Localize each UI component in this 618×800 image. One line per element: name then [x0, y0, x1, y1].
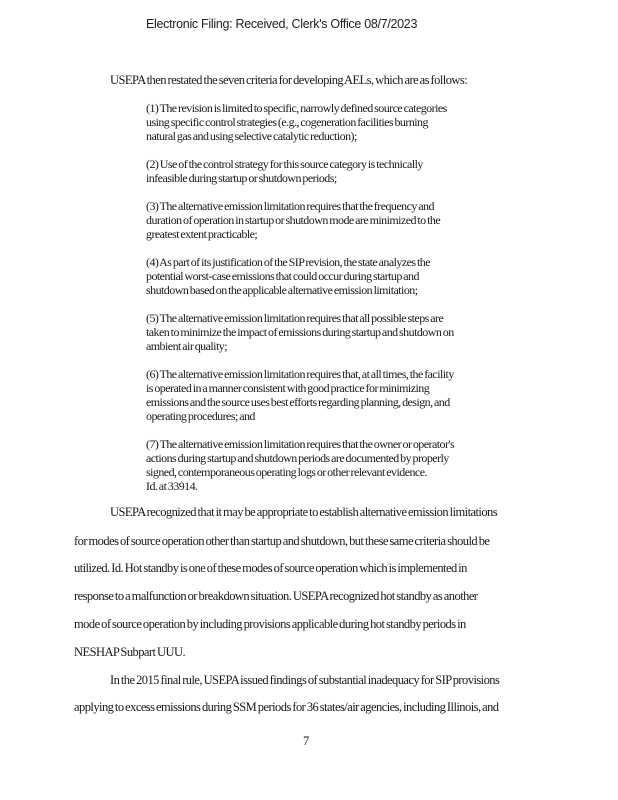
criterion-3: (3) The alternative emission limitation requires that the frequency and duration of operation in startup or shutdown mode are minimized to the greatest extent practicable; — [146, 199, 441, 241]
criterion-5: (5) The alternative emission limitation requires that all possible steps are taken to minimize the impact of emissions during startup and shutdown on ambient air quality; — [146, 311, 454, 353]
body-line-3: utilized. Id. Hot standby is one of these modes of source operation which is implemented in — [74, 561, 467, 575]
criteria-block-quote — [146, 101, 496, 493]
body-line-8: applying to excess emissions during SSM periods for 36 states/air agencies, including Illinois, and — [74, 700, 499, 714]
citation: Id. at 33914. — [146, 479, 198, 493]
body-line-2: for modes of source operation other than startup and shutdown, but these same criteria should be — [74, 534, 490, 548]
body-line-4: response to a malfunction or breakdown situation. USEPA recognized hot standby as another — [74, 589, 478, 603]
filing-stamp-header: Electronic Filing: Received, Clerk's Office 08/7/2023 — [146, 17, 418, 31]
body-line-7: In the 2015 final rule, USEPA issued findings of substantial inadequacy for SIP provisions — [110, 673, 500, 687]
criterion-4: (4) As part of its justification of the SIP revision, the state analyzes the potential worst-case emissions that could occur during startup and shutdown based on the applicable alternative emission limitation; — [146, 255, 431, 297]
criterion-7: (7) The alternative emission limitation requires that the owner or operator's actions during startup and shutdown periods are documented by properly signed, contemporaneous operating logs or other relevant evidence. — [146, 437, 455, 479]
criterion-2: (2) Use of the control strategy for this source category is technically infeasible during startup or shutdown periods; — [146, 157, 423, 185]
criterion-1: (1) The revision is limited to specific, narrowly defined source categories using specific control strategies (e.g., cogeneration facilities burning natural gas and using selective catalytic reduction); — [146, 101, 447, 143]
intro-paragraph: USEPA then restated the seven criteria for developing AELs, which are as follows: — [110, 73, 468, 87]
body-line-5: mode of source operation by including provisions applicable during hot standby periods in — [74, 617, 466, 631]
body-line-1: USEPA recognized that it may be appropriate to establish alternative emission limitations — [110, 505, 498, 519]
page-number: 7 — [303, 734, 310, 748]
criterion-6: (6) The alternative emission limitation requires that, at all times, the facility is operated in a manner consistent with good practice for minimizing emissions and the source uses best efforts regarding planning, design, and operating procedures; and — [146, 367, 454, 423]
body-line-6: NESHAP Subpart UUU. — [74, 645, 186, 659]
